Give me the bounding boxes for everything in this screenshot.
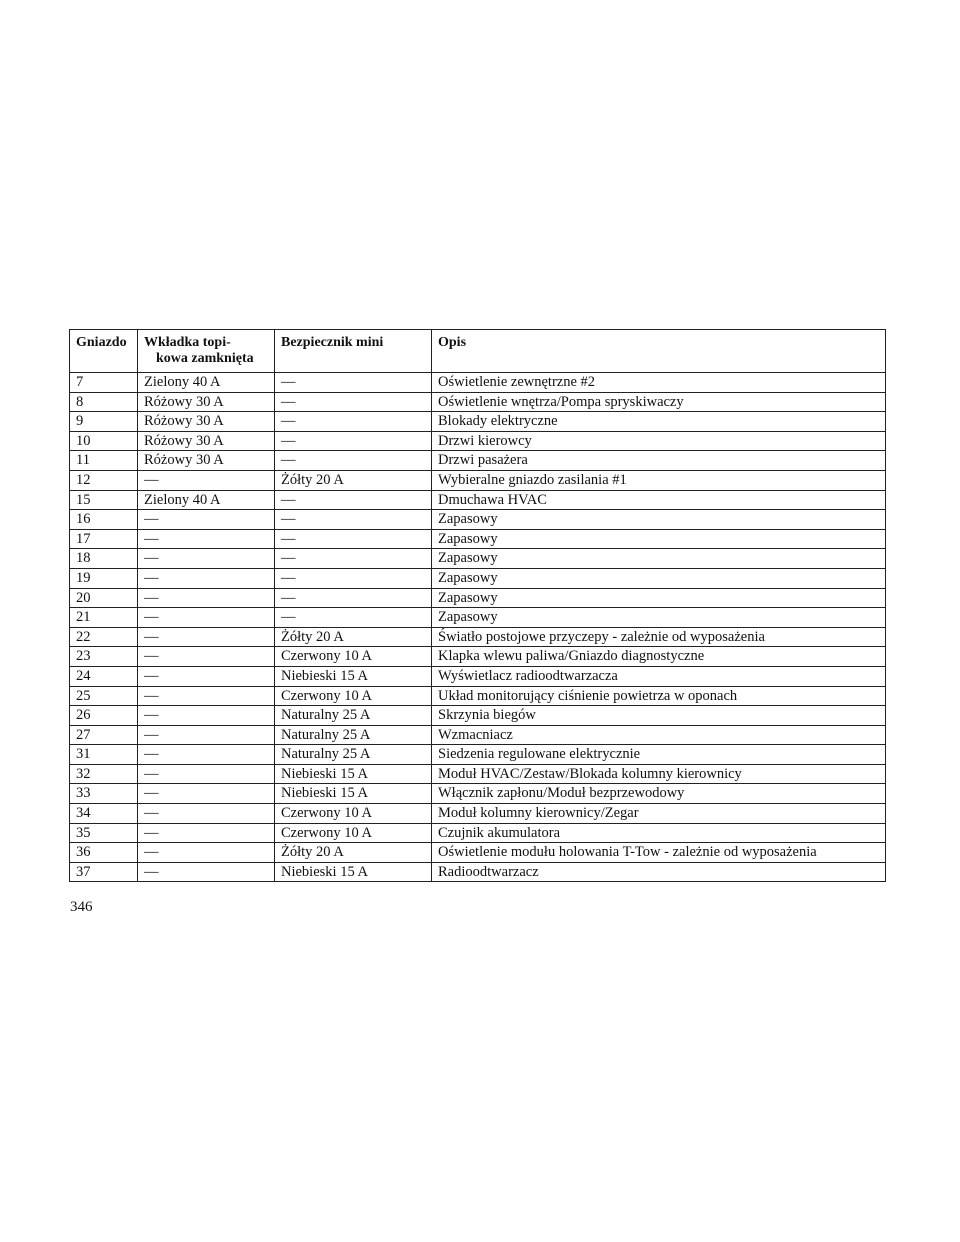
cell-cartridge-fuse: — <box>138 784 275 804</box>
cell-mini-fuse: — <box>275 529 432 549</box>
table-row <box>70 608 886 628</box>
cell-mini-fuse: Żółty 20 A <box>275 843 432 863</box>
cell-cartridge-fuse: — <box>138 823 275 843</box>
cell-socket: 22 <box>70 627 138 647</box>
cell-cartridge-fuse: — <box>138 529 275 549</box>
header-cartridge-line2: kowa zamknięta <box>156 351 254 366</box>
cell-mini-fuse: — <box>275 392 432 412</box>
cell-socket: 26 <box>70 706 138 726</box>
cell-cartridge-fuse: — <box>138 627 275 647</box>
cell-mini-fuse: Czerwony 10 A <box>275 823 432 843</box>
cell-socket: 18 <box>70 549 138 569</box>
table-row <box>70 588 886 608</box>
cell-socket: 35 <box>70 823 138 843</box>
cell-description: Zapasowy <box>432 510 886 530</box>
cell-mini-fuse: — <box>275 490 432 510</box>
header-socket: Gniazdo <box>70 330 138 373</box>
cell-description: Światło postojowe przyczepy - zależnie od wyposażenia <box>432 627 886 647</box>
cell-cartridge-fuse: Różowy 30 A <box>138 412 275 432</box>
page-number: 346 <box>70 899 93 915</box>
cell-mini-fuse: Naturalny 25 A <box>275 725 432 745</box>
cell-socket: 33 <box>70 784 138 804</box>
table-row <box>70 745 886 765</box>
cell-mini-fuse: — <box>275 588 432 608</box>
table-row <box>70 529 886 549</box>
cell-description: Oświetlenie modułu holowania T-Tow - zależnie od wyposażenia <box>432 843 886 863</box>
cell-cartridge-fuse: — <box>138 725 275 745</box>
cell-socket: 21 <box>70 608 138 628</box>
cell-cartridge-fuse: — <box>138 549 275 569</box>
cell-cartridge-fuse: Zielony 40 A <box>138 490 275 510</box>
cell-description: Moduł HVAC/Zestaw/Blokada kolumny kierownicy <box>432 764 886 784</box>
cell-description: Blokady elektryczne <box>432 412 886 432</box>
header-description: Opis <box>432 330 886 373</box>
cell-mini-fuse: — <box>275 431 432 451</box>
cell-mini-fuse: Niebieski 15 A <box>275 666 432 686</box>
cell-description: Radioodtwarzacz <box>432 862 886 882</box>
table-row <box>70 804 886 824</box>
cell-cartridge-fuse: — <box>138 470 275 490</box>
table-row <box>70 431 886 451</box>
cell-socket: 7 <box>70 373 138 393</box>
cell-socket: 16 <box>70 510 138 530</box>
cell-mini-fuse: Czerwony 10 A <box>275 686 432 706</box>
table-row <box>70 823 886 843</box>
cell-cartridge-fuse: Różowy 30 A <box>138 392 275 412</box>
cell-cartridge-fuse: — <box>138 706 275 726</box>
cell-cartridge-fuse: — <box>138 843 275 863</box>
table-row <box>70 451 886 471</box>
cell-description: Drzwi pasażera <box>432 451 886 471</box>
table-row <box>70 706 886 726</box>
cell-socket: 36 <box>70 843 138 863</box>
cell-socket: 9 <box>70 412 138 432</box>
fuse-table-body <box>70 373 886 882</box>
cell-description: Oświetlenie zewnętrzne #2 <box>432 373 886 393</box>
table-row <box>70 862 886 882</box>
cell-socket: 24 <box>70 666 138 686</box>
table-row <box>70 627 886 647</box>
cell-description: Zapasowy <box>432 588 886 608</box>
cell-mini-fuse: — <box>275 608 432 628</box>
cell-mini-fuse: Niebieski 15 A <box>275 862 432 882</box>
cell-mini-fuse: Naturalny 25 A <box>275 745 432 765</box>
cell-description: Drzwi kierowcy <box>432 431 886 451</box>
cell-description: Dmuchawa HVAC <box>432 490 886 510</box>
table-row <box>70 392 886 412</box>
header-mini-fuse: Bezpiecznik mini <box>275 330 432 373</box>
header-row <box>70 330 886 373</box>
cell-socket: 10 <box>70 431 138 451</box>
cell-description: Skrzynia biegów <box>432 706 886 726</box>
cell-description: Zapasowy <box>432 549 886 569</box>
table-row <box>70 470 886 490</box>
cell-description: Wzmacniacz <box>432 725 886 745</box>
cell-mini-fuse: Niebieski 15 A <box>275 764 432 784</box>
cell-description: Zapasowy <box>432 568 886 588</box>
cell-mini-fuse: — <box>275 451 432 471</box>
cell-socket: 25 <box>70 686 138 706</box>
cell-cartridge-fuse: Różowy 30 A <box>138 451 275 471</box>
cell-cartridge-fuse: Różowy 30 A <box>138 431 275 451</box>
table-row <box>70 843 886 863</box>
table-row <box>70 412 886 432</box>
cell-socket: 15 <box>70 490 138 510</box>
cell-description: Oświetlenie wnętrza/Pompa spryskiwaczy <box>432 392 886 412</box>
cell-mini-fuse: — <box>275 549 432 569</box>
cell-socket: 17 <box>70 529 138 549</box>
cell-cartridge-fuse: — <box>138 745 275 765</box>
cell-description: Czujnik akumulatora <box>432 823 886 843</box>
table-row <box>70 373 886 393</box>
cell-socket: 32 <box>70 764 138 784</box>
cell-description: Zapasowy <box>432 529 886 549</box>
cell-cartridge-fuse: — <box>138 608 275 628</box>
cell-cartridge-fuse: — <box>138 804 275 824</box>
cell-description: Wybieralne gniazdo zasilania #1 <box>432 470 886 490</box>
cell-description: Zapasowy <box>432 608 886 628</box>
cell-mini-fuse: — <box>275 568 432 588</box>
cell-description: Wyświetlacz radioodtwarzacza <box>432 666 886 686</box>
cell-cartridge-fuse: — <box>138 764 275 784</box>
cell-socket: 34 <box>70 804 138 824</box>
cell-mini-fuse: Czerwony 10 A <box>275 647 432 667</box>
cell-mini-fuse: Żółty 20 A <box>275 627 432 647</box>
header-cartridge-line1: Wkładka topi- <box>144 335 231 350</box>
cell-cartridge-fuse: — <box>138 686 275 706</box>
cell-socket: 31 <box>70 745 138 765</box>
table-row <box>70 784 886 804</box>
cell-description: Siedzenia regulowane elektrycznie <box>432 745 886 765</box>
cell-socket: 8 <box>70 392 138 412</box>
cell-socket: 20 <box>70 588 138 608</box>
cell-socket: 27 <box>70 725 138 745</box>
cell-cartridge-fuse: — <box>138 647 275 667</box>
cell-description: Układ monitorujący ciśnienie powietrza w oponach <box>432 686 886 706</box>
table-row <box>70 666 886 686</box>
cell-socket: 11 <box>70 451 138 471</box>
cell-description: Moduł kolumny kierownicy/Zegar <box>432 804 886 824</box>
cell-mini-fuse: — <box>275 510 432 530</box>
cell-socket: 19 <box>70 568 138 588</box>
fuse-table <box>69 329 886 882</box>
cell-cartridge-fuse: — <box>138 588 275 608</box>
cell-description: Klapka wlewu paliwa/Gniazdo diagnostyczne <box>432 647 886 667</box>
cell-mini-fuse: Naturalny 25 A <box>275 706 432 726</box>
cell-mini-fuse: Żółty 20 A <box>275 470 432 490</box>
header-cartridge-fuse <box>138 330 275 373</box>
cell-description: Włącznik zapłonu/Moduł bezprzewodowy <box>432 784 886 804</box>
cell-socket: 12 <box>70 470 138 490</box>
cell-mini-fuse: Czerwony 10 A <box>275 804 432 824</box>
table-row <box>70 568 886 588</box>
table-row <box>70 549 886 569</box>
table-row <box>70 510 886 530</box>
cell-cartridge-fuse: Zielony 40 A <box>138 373 275 393</box>
table-row <box>70 764 886 784</box>
cell-socket: 37 <box>70 862 138 882</box>
cell-cartridge-fuse: — <box>138 568 275 588</box>
table-row <box>70 647 886 667</box>
table-row <box>70 490 886 510</box>
cell-cartridge-fuse: — <box>138 666 275 686</box>
table-row <box>70 725 886 745</box>
cell-mini-fuse: — <box>275 373 432 393</box>
table-row <box>70 686 886 706</box>
cell-socket: 23 <box>70 647 138 667</box>
cell-cartridge-fuse: — <box>138 862 275 882</box>
fuse-table-header <box>70 330 886 373</box>
cell-mini-fuse: Niebieski 15 A <box>275 784 432 804</box>
cell-cartridge-fuse: — <box>138 510 275 530</box>
cell-mini-fuse: — <box>275 412 432 432</box>
